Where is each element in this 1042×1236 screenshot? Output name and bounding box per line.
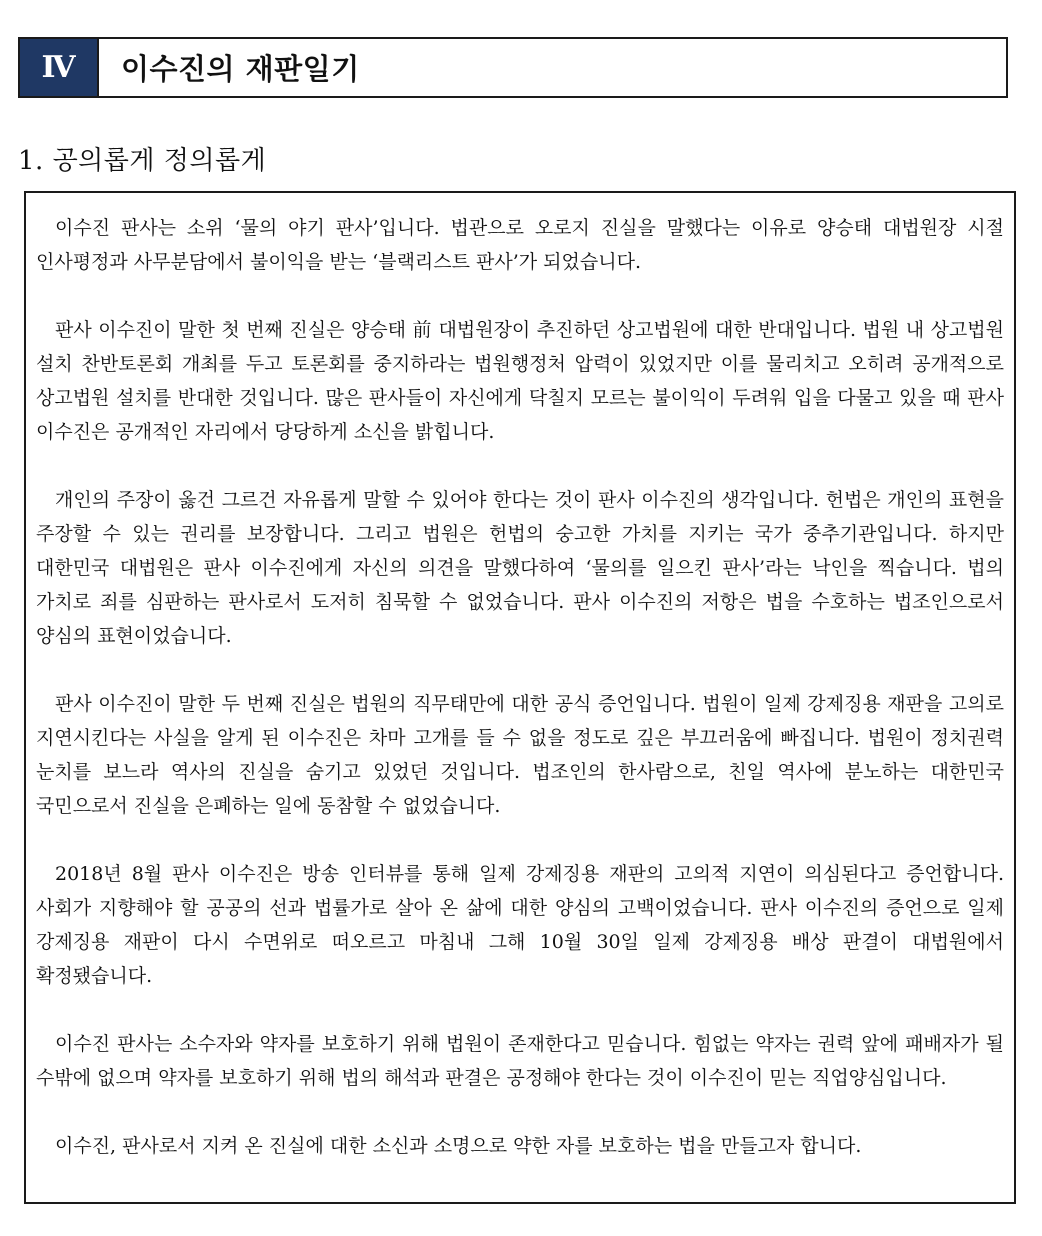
paragraph-2: 판사 이수진이 말한 첫 번째 진실은 양승태 前 대법원장이 추진하던 상고법원에 대한 반대입니다. 법원 내 상고법원 설치 찬반토론회 개최를 두고 토론회를 중지하라는 법원행정처 압력이 있었지만 이를 물리치고 오히려 공개적으로 상고법원 설치를 반대한 것입니다. 많은 판사들이 자신에게 닥칠지 모르는 불이익이 두려워 입을 다물고 있을 때 판사 이수진은 공개적인 자리에서 당당하게 소신을 밝힙니다. bbox=[36, 319, 1004, 443]
paragraph-3: 개인의 주장이 옳건 그르건 자유롭게 말할 수 있어야 한다는 것이 판사 이수진의 생각입니다. 헌법은 개인의 표현을 주장할 수 있는 권리를 보장합니다. 그리고 법원은 헌법의 숭고한 가치를 지키는 국가 중추기관입니다. 하지만 대한민국 대법원은 판사 이수진에게 자신의 의견을 말했다하여 ‘물의를 일으킨 판사’라는 낙인을 찍습니다. 법의 가치로 죄를 심판하는 판사로서 도저히 침묵할 수 없었습니다. 판사 이수진의 저항은 법을 수호하는 법조인으로서 양심의 표현이었습니다. bbox=[36, 489, 1004, 647]
chapter-header bbox=[18, 37, 1008, 98]
paragraph-4: 판사 이수진이 말한 두 번째 진실은 법원의 직무태만에 대한 공식 증언입니다. 법원이 일제 강제징용 재판을 고의로 지연시킨다는 사실을 알게 된 이수진은 차마 고개를 들 수 없을 정도로 깊은 부끄러움에 빠집니다. 법원이 정치권력 눈치를 보느라 역사의 진실을 숨기고 있었던 것입니다. 법조인의 한사람으로, 친일 역사에 분노하는 대한민국 국민으로서 진실을 은폐하는 일에 동참할 수 없었습니다. bbox=[36, 693, 1004, 817]
paragraph-5: 2018년 8월 판사 이수진은 방송 인터뷰를 통해 일제 강제징용 재판의 고의적 지연이 의심된다고 증언합니다. 사회가 지향해야 할 공공의 선과 법률가로 살아 온 삶에 대한 양심의 고백이었습니다. 판사 이수진의 증언으로 일제 강제징용 재판이 다시 수면위로 떠오르고 마침내 그해 10월 30일 일제 강제징용 배상 판결이 대법원에서 확정됐습니다. bbox=[36, 863, 1004, 987]
chapter-title: 이수진의 재판일기 bbox=[121, 52, 360, 86]
paragraph-6: 이수진 판사는 소수자와 약자를 보호하기 위해 법원이 존재한다고 믿습니다. 힘없는 약자는 권력 앞에 패배자가 될 수밖에 없으며 약자를 보호하기 위해 법의 해석과 판결은 공정해야 한다는 것이 이수진이 믿는 직업양심입니다. bbox=[36, 1033, 1004, 1089]
paragraph-7: 이수진, 판사로서 지켜 온 진실에 대한 소신과 소명으로 약한 자를 보호하는 법을 만들고자 합니다. bbox=[55, 1135, 862, 1157]
section-heading: 1. 공의롭게 정의롭게 bbox=[18, 146, 267, 176]
paragraph-1: 이수진 판사는 소위 ‘물의 야기 판사’입니다. 법관으로 오로지 진실을 말했다는 이유로 양승태 대법원장 시절 인사평정과 사무분담에서 불이익을 받는 ‘블랙리스트 판사’가 되었습니다. bbox=[36, 217, 1004, 273]
chapter-number: Ⅳ bbox=[20, 39, 99, 96]
content-box bbox=[24, 191, 1016, 1204]
